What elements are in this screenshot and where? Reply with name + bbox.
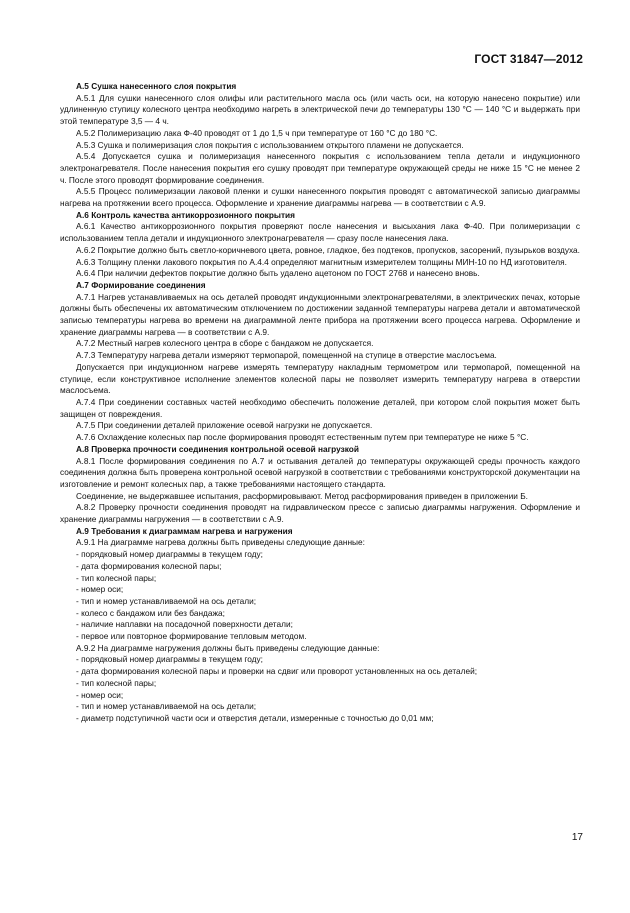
paragraph: А.5.2 Полимеризацию лака Ф-40 проводят от 1 до 1,5 ч при температуре от 160 °С до 180 °С. <box>76 127 438 138</box>
list-item: - тип колесной пары; <box>76 572 157 583</box>
list-item: - тип и номер устанавливаемой на ось детали; <box>76 595 257 606</box>
document-header: ГОСТ 31847—2012 <box>474 52 583 66</box>
list-item: - колесо с бандажом или без бандажа; <box>76 607 225 618</box>
paragraph: А.7.1 Нагрев устанавливаемых на ось деталей проводят индукционными электронагревателями, в электрических печах, которые должны быть обеспечены их автоматическим отключением по достижении заданной температуры нагрева детали и автоматической записью температуры нагрева во времени на диаграммной ленте прибора на протяжении всего процесса нагрева. Оформление и хранение диаграммы нагрева — в соответствии с А.9. <box>60 291 580 337</box>
section-heading: А.5 Сушка нанесенного слоя покрытия <box>76 81 237 91</box>
list-item: - номер оси; <box>76 689 124 700</box>
paragraph: А.7.5 При соединении деталей приложение осевой нагрузки не допускается. <box>76 420 373 431</box>
list-item: - первое или повторное формирование тепловым методом. <box>76 631 307 642</box>
section-heading: А.8 Проверка прочности соединения контрольной осевой нагрузкой <box>76 443 359 454</box>
section-heading: А.6 Контроль качества антикоррозионного покрытия <box>76 209 295 220</box>
paragraph: А.6.4 При наличии дефектов покрытие должно быть удалено ацетоном по ГОСТ 2768 и нанесено вновь. <box>76 268 480 279</box>
paragraph: А.7.4 При соединении составных частей необходимо обеспечить положение деталей, при котором слой покрытия может быть защищен от повреждения. <box>60 396 580 419</box>
list-item: - порядковый номер диаграммы в текущем году; <box>76 654 263 665</box>
paragraph: А.6.1 Качество антикоррозионного покрытия проверяют после нанесения и высыхания лака Ф-40. При полимеризации с использованием тепла детали и индукционного электронагревателя — сразу после нанесения лака. <box>60 221 580 244</box>
paragraph: А.7.2 Местный нагрев колесного центра в сборе с бандажом не допускается. <box>76 338 374 349</box>
list-item: - порядковый номер диаграммы в текущем году; <box>76 549 263 560</box>
paragraph: А.7.3 Температуру нагрева детали измеряют термопарой, помещенной на ступице в отверстие маслосъема. <box>76 350 497 361</box>
paragraph: Допускается при индукционном нагреве измерять температуру накладным термометром или термопарой, помещенной на ступице, если конструктивное исполнение элементов колесной пары не позволяет измерить температуру нагрева в отверстии маслосъема. <box>60 361 580 396</box>
list-item: - номер оси; <box>76 584 124 595</box>
section-heading: А.9 Требования к диаграммам нагрева и нагружения <box>76 525 293 536</box>
paragraph: А.8.2 Проверку прочности соединения проводят на гидравлическом прессе с записью диаграммы нагружения. Оформление и хранение диаграммы нагружения — в соответствии с А.9. <box>60 502 580 525</box>
list-item: - тип колесной пары; <box>76 677 157 688</box>
paragraph: Соединение, не выдержавшее испытания, расформировывают. Метод расформирования приведен в приложении Б. <box>76 490 528 501</box>
section-heading: А.7 Формирование соединения <box>76 279 206 290</box>
paragraph: А.6.2 Покрытие должно быть светло-коричневого цвета, ровное, гладкое, без подтеков, пропусков, засорений, пузырьков воздуха. <box>76 244 580 255</box>
paragraph: А.8.1 После формирования соединения по А.7 и остывания деталей до температуры окружающей среды прочность каждого соединения должна быть проверена контрольной осевой нагрузкой в соответствии с требованиями конструкторской документации на изготовление и ремонт колесных пар, а также требованиями настоящего стандарта. <box>60 455 580 489</box>
list-item: - дата формирования колесной пары и проверки на сдвиг или проворот установленных на ось деталей; <box>76 666 478 677</box>
list-item: - диаметр подступичной части оси и отверстия детали, измеренные с точностью до 0,01 мм; <box>76 712 434 723</box>
paragraph: А.6.3 Толщину пленки лакового покрытия по А.4.4 определяют магнитным измерителем толщины МИН-10 по НД изготовителя. <box>76 256 567 267</box>
paragraph: А.9.2 На диаграмме нагружения должны быть приведены следующие данные: <box>76 642 380 653</box>
paragraph: А.5.4 Допускается сушка и полимеризация нанесенного покрытия с использованием тепла детали и индукционного электронагревателя. После нанесения покрытия его сушку проводят при температуре окружающей среды не ниже 15 °С не менее 2 ч. После этого проводят формирование соединения. <box>60 151 580 185</box>
page-number: 17 <box>571 832 583 843</box>
paragraph: А.5.1 Для сушки нанесенного слоя олифы или растительного масла ось (или часть оси, на которую нанесено покрытие) или удлиненную ступицу колесного центра необходимо нагреть в электрической печи до температуры 130 °С — 140 °С и выдержать при этой температуре 3,5 — 4 ч. <box>60 92 580 127</box>
paragraph: А.7.6 Охлаждение колесных пар после формирования проводят естественным путем при температуре не ниже 5 °С. <box>76 432 529 443</box>
list-item: - наличие наплавки на посадочной поверхности детали; <box>76 619 293 630</box>
document-body <box>60 81 580 725</box>
paragraph: А.5.3 Сушка и полимеризация слоя покрытия с использованием открытого пламени не допускается. <box>76 139 464 150</box>
list-item: - тип и номер устанавливаемой на ось детали; <box>76 701 257 712</box>
paragraph: А.5.5 Процесс полимеризации лаковой пленки и сушки нанесенного покрытия проводят с автоматической записью диаграммы нагрева на протяжении всего процесса. Оформление и хранение диаграммы нагрева — в соответствии с А.9. <box>60 186 580 209</box>
list-item: - дата формирования колесной пары; <box>76 560 222 571</box>
paragraph: А.9.1 На диаграмме нагрева должны быть приведены следующие данные: <box>76 537 365 548</box>
